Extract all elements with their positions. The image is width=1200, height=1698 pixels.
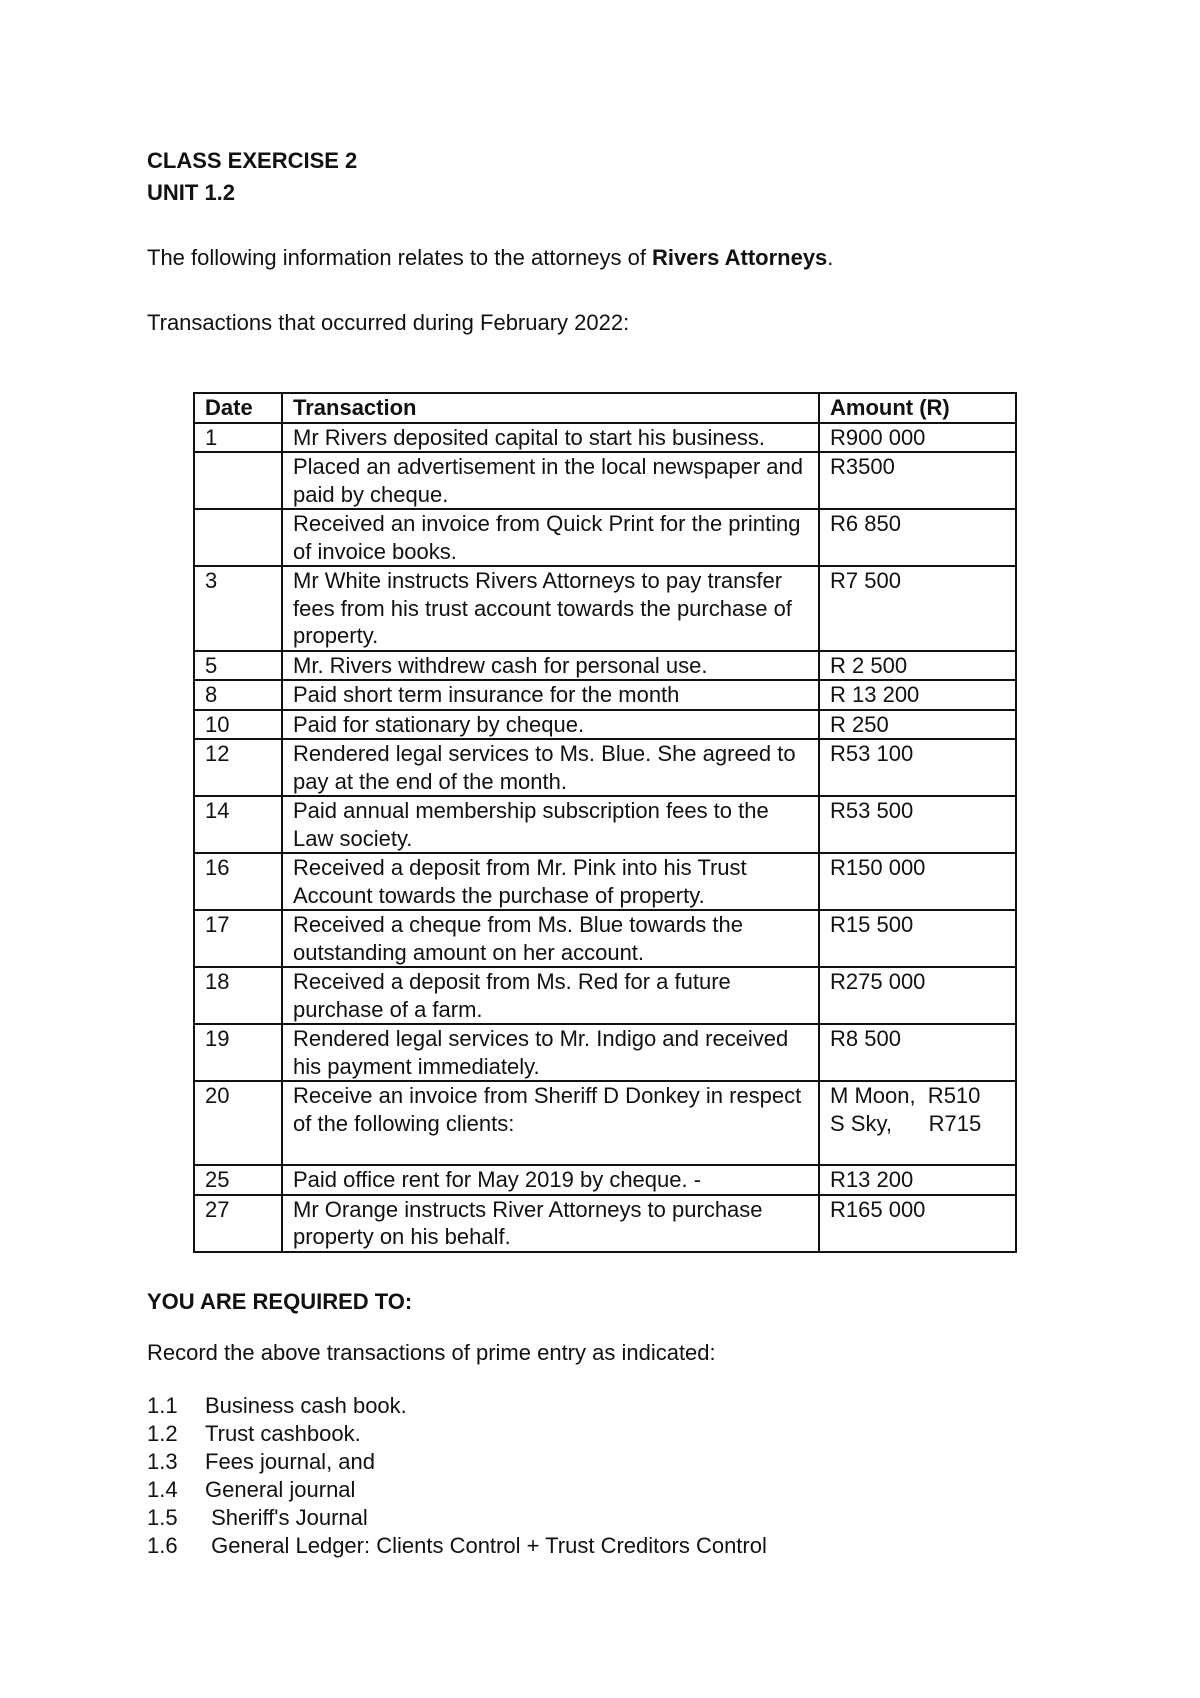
row-amount: R 250: [819, 710, 1016, 740]
row-transaction: Mr White instructs Rivers Attorneys to pay transfer fees from his trust account towards the purchase of property.: [282, 566, 819, 651]
row-transaction: Paid office rent for May 2019 by cheque. -: [282, 1165, 819, 1195]
row-amount: R13 200: [819, 1165, 1016, 1195]
table-row: [194, 509, 1016, 566]
task-number: 1.6: [147, 1533, 178, 1558]
instruction-text: Record the above transactions of prime entry as indicated:: [147, 1340, 716, 1365]
row-date: 16: [194, 853, 282, 910]
table-row: [194, 1165, 1016, 1195]
transactions-table: [193, 392, 1017, 1253]
row-date: 14: [194, 796, 282, 853]
row-date: 10: [194, 710, 282, 740]
header-date: Date: [194, 393, 282, 423]
table-row: [194, 853, 1016, 910]
task-text: General journal: [205, 1477, 356, 1502]
row-transaction: Mr. Rivers withdrew cash for personal use.: [282, 651, 819, 681]
row-date: 20: [194, 1081, 282, 1165]
row-date: 8: [194, 680, 282, 710]
table-row: [194, 1024, 1016, 1081]
table-row: [194, 452, 1016, 509]
row-date: 5: [194, 651, 282, 681]
task-number: 1.2: [147, 1421, 178, 1446]
row-transaction: Mr Orange instructs River Attorneys to purchase property on his behalf.: [282, 1195, 819, 1252]
task-number: 1.1: [147, 1393, 178, 1418]
exercise-title: CLASS EXERCISE 2: [147, 148, 358, 173]
task-number: 1.3: [147, 1449, 178, 1474]
task-text: Sheriff's Journal: [205, 1505, 368, 1530]
row-transaction: Received a cheque from Ms. Blue towards the outstanding amount on her account.: [282, 910, 819, 967]
row-transaction: Mr Rivers deposited capital to start his business.: [282, 423, 819, 453]
task-number: 1.5: [147, 1505, 178, 1530]
table-header-row: [194, 393, 1016, 423]
row-amount: R165 000: [819, 1195, 1016, 1252]
row-amount: R7 500: [819, 566, 1016, 651]
row-amount: R 2 500: [819, 651, 1016, 681]
row-date: 25: [194, 1165, 282, 1195]
list-item: [147, 1420, 767, 1448]
row-amount: R900 000: [819, 423, 1016, 453]
row-amount: R3500: [819, 452, 1016, 509]
row-amount: R53 100: [819, 739, 1016, 796]
row-transaction: Paid short term insurance for the month: [282, 680, 819, 710]
table-row: [194, 1081, 1016, 1165]
row-date: 3: [194, 566, 282, 651]
required-heading: YOU ARE REQUIRED TO:: [147, 1289, 413, 1314]
row-transaction: Received a deposit from Ms. Red for a future purchase of a farm.: [282, 967, 819, 1024]
row-amount: R53 500: [819, 796, 1016, 853]
header-amount: Amount (R): [819, 393, 1016, 423]
row-amount: R15 500: [819, 910, 1016, 967]
table-row: [194, 967, 1016, 1024]
row-date: 17: [194, 910, 282, 967]
task-text: Trust cashbook.: [205, 1421, 361, 1446]
row-amount: R6 850: [819, 509, 1016, 566]
row-amount: R8 500: [819, 1024, 1016, 1081]
table-row: [194, 910, 1016, 967]
row-amount: M Moon, R510 S Sky, R715: [819, 1081, 1016, 1165]
row-date: 12: [194, 739, 282, 796]
list-item: [147, 1504, 767, 1532]
row-transaction: Rendered legal services to Ms. Blue. She agreed to pay at the end of the month.: [282, 739, 819, 796]
header-transaction: Transaction: [282, 393, 819, 423]
row-transaction: Receive an invoice from Sheriff D Donkey in respect of the following clients:: [282, 1081, 819, 1165]
row-date: [194, 509, 282, 566]
row-transaction: Placed an advertisement in the local newspaper and paid by cheque.: [282, 452, 819, 509]
task-text: Fees journal, and: [205, 1449, 375, 1474]
row-date: 1: [194, 423, 282, 453]
row-date: [194, 452, 282, 509]
task-text: General Ledger: Clients Control + Trust Creditors Control: [205, 1533, 767, 1558]
table-row: [194, 566, 1016, 651]
table-row: [194, 423, 1016, 453]
task-number: 1.4: [147, 1477, 178, 1502]
table-row: [194, 739, 1016, 796]
row-transaction: Paid for stationary by cheque.: [282, 710, 819, 740]
firm-name: Rivers Attorneys: [652, 245, 828, 270]
table-row: [194, 796, 1016, 853]
intro-prefix: The following information relates to the attorneys of: [147, 245, 653, 270]
row-transaction: Received an invoice from Quick Print for the printing of invoice books.: [282, 509, 819, 566]
task-text: Business cash book.: [205, 1393, 407, 1418]
list-item: [147, 1392, 767, 1420]
row-date: 18: [194, 967, 282, 1024]
row-date: 27: [194, 1195, 282, 1252]
row-transaction: Rendered legal services to Mr. Indigo and received his payment immediately.: [282, 1024, 819, 1081]
unit-label: UNIT 1.2: [147, 180, 236, 205]
intro-suffix: .: [827, 245, 834, 270]
row-amount: R 13 200: [819, 680, 1016, 710]
intro-paragraph: [147, 245, 833, 271]
row-transaction: Received a deposit from Mr. Pink into his Trust Account towards the purchase of property.: [282, 853, 819, 910]
list-item: [147, 1448, 767, 1476]
table-row: [194, 651, 1016, 681]
period-text: Transactions that occurred during February 2022:: [147, 310, 630, 335]
row-amount: R150 000: [819, 853, 1016, 910]
list-item: [147, 1532, 767, 1560]
row-date: 19: [194, 1024, 282, 1081]
row-amount: R275 000: [819, 967, 1016, 1024]
row-transaction: Paid annual membership subscription fees to the Law society.: [282, 796, 819, 853]
table-row: [194, 1195, 1016, 1252]
table-row: [194, 710, 1016, 740]
task-list: [147, 1392, 767, 1560]
table-row: [194, 680, 1016, 710]
list-item: [147, 1476, 767, 1504]
